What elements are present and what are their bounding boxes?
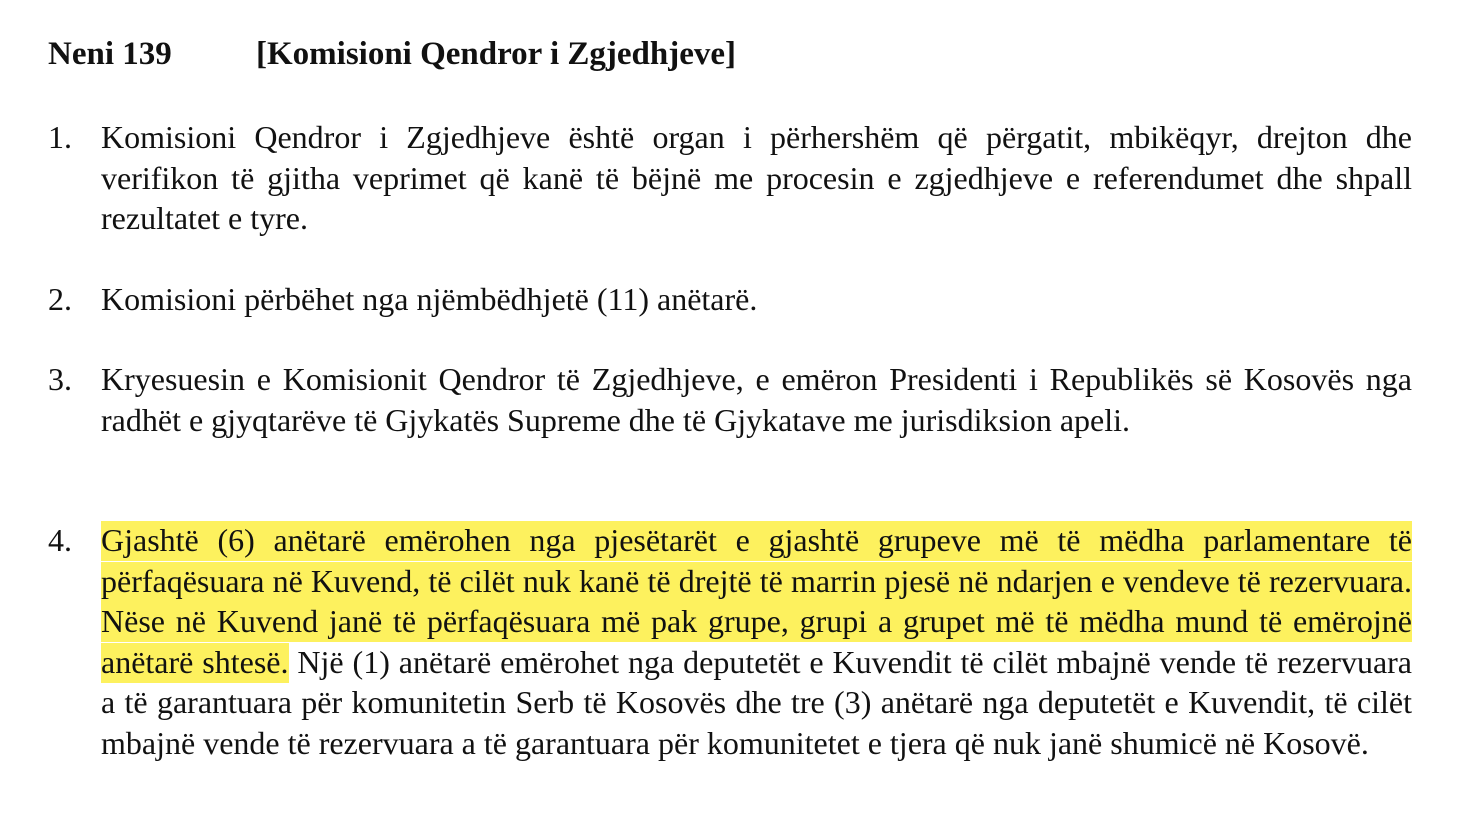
paragraph-number: 1. [48,119,72,155]
paragraph-1 [48,117,1412,239]
paragraph-number: 3. [48,361,72,397]
paragraph-3 [48,359,1412,440]
paragraph-number: 2. [48,281,72,317]
paragraph-4 [48,520,1412,763]
paragraph-text: Komisioni përbëhet nga njëmbëdhjetë (11) anëtarë. [101,281,758,317]
article-title: [Komisioni Qendror i Zgjedhjeve] [256,36,737,72]
article-number: Neni 139 [48,36,172,72]
paragraph-text: Kryesuesin e Komisionit Qendror të Zgjedhjeve, e emëron Presidenti i Republikës së Kosovës nga radhët e gjyqtarëve të Gjykatës Supreme dhe të Gjykatave me jurisdiksion apeli. [101,361,1412,438]
paragraph-text-rest: Një (1) anëtarë emërohet nga deputetët e Kuvendit të cilët mbajnë vende të rezervuara a të garantuara për komunitetin Serb të Kosovës dhe tre (3) anëtarë nga deputetët e Kuvendit, të cilët mbajnë vende të rezervuara a të garantuara për komunitetet e tjera që nuk janë shumicë në Kosovë. [101,643,1413,761]
paragraph-number: 4. [48,522,72,558]
paragraph-2 [48,279,1412,320]
highlighted-text: Gjashtë (6) anëtarë emërohen nga pjesëtarët e gjashtë grupeve më të mëdha parlamentare të përfaqësuara në Kuvend, të cilët nuk kanë të drejtë të marrin pjesë në ndarjen e vendeve të rezervuara. Nëse në Kuvend janë të përfaqësuara më pak grupe, grupi a grupet më të mëdha mund të emërojnë anëtarë shtesë. [101,521,1412,683]
paragraph-text [101,520,1412,763]
paragraph-text: Komisioni Qendror i Zgjedhjeve është organ i përhershëm që përgatit, mbikëqyr, drejton dhe verifikon të gjitha veprimet që kanë të bëjnë me procesin e zgjedhjeve e referendumet dhe shpall rezultatet e tyre. [101,119,1412,236]
article-heading [48,36,736,73]
